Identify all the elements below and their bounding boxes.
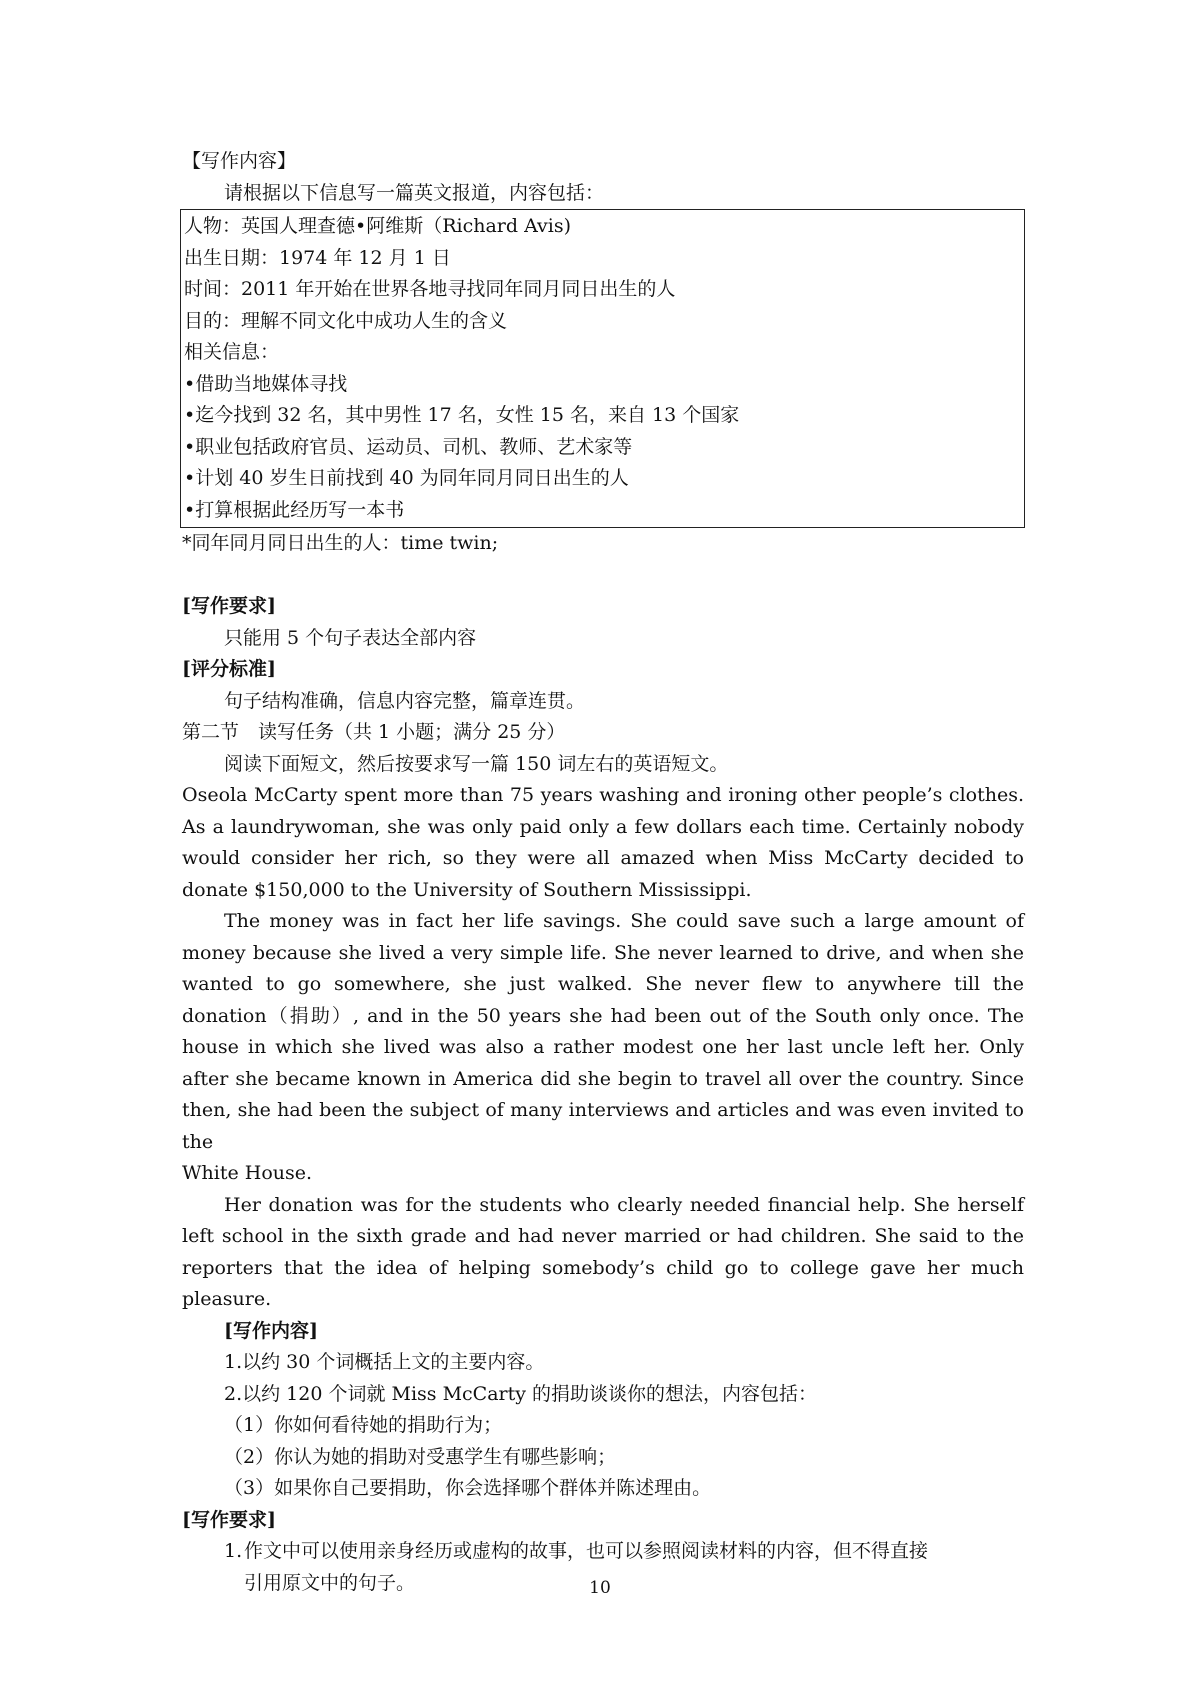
- passage-paragraph-1: Oseola McCarty spent more than 75 years washing and ironing other people’s clothes. As a laundrywoman, she was only paid only a few dollars each time. Certainly nobody would consider her rich, so they were all amazed when Miss McCarty decided to donate $150,000 to the University of Southern Mississippi.: [182, 784, 1024, 901]
- requirements-heading-2: [写作要求]: [182, 1508, 276, 1531]
- note: *同年同月同日出生的人：time twin;: [182, 532, 499, 554]
- info-line: 时间：2011 年开始在世界各地寻找同年同月同日出生的人: [184, 278, 676, 300]
- info-line: •打算根据此经历写一本书: [184, 498, 405, 521]
- writing-intro: 请根据以下信息写一篇英文报道，内容包括：: [224, 181, 605, 204]
- requirement-item-1-cont: 引用原文中的句子。: [244, 1571, 416, 1594]
- info-line: •迄今找到 32 名，其中男性 17 名，女性 15 名，来自 13 个国家: [184, 404, 740, 426]
- info-line: 人物：英国人理查德•阿维斯（Richard Avis): [184, 215, 572, 237]
- page-number: 10: [589, 1578, 611, 1598]
- content-item: （1）你如何看待她的捐助行为；: [224, 1414, 503, 1436]
- passage-paragraph-2-tail: White House.: [182, 1162, 313, 1184]
- info-line: •职业包括政府官员、运动员、司机、教师、艺术家等: [184, 435, 633, 458]
- info-line: •计划 40 岁生日前找到 40 为同年同月同日出生的人: [184, 467, 629, 489]
- requirement-item-number: 1.: [224, 1540, 243, 1562]
- writing-content-heading: 【写作内容】: [182, 150, 297, 172]
- info-line: 相关信息：: [184, 341, 280, 363]
- content-item: 2.以约 120 个词就 Miss McCarty 的捐助谈谈你的想法，内容包括：: [224, 1382, 818, 1405]
- scoring-heading: [评分标准]: [182, 658, 276, 680]
- requirements-heading: [写作要求]: [182, 595, 276, 617]
- section-instruction: 阅读下面短文，然后按要求写一篇 150 词左右的英语短文。: [224, 752, 729, 775]
- requirements-text: 只能用 5 个句子表达全部内容: [224, 626, 477, 649]
- section-title: 第二节 读写任务（共 1 小题；满分 25 分）: [182, 721, 566, 743]
- passage-paragraph-2: The money was in fact her life savings. She could save such a large amount of money because she lived a very simple life. She never learned to drive, and when she wanted to go somewhere, she just walked. She never flew to anywhere till the donation（捐助）, and in the 50 years she had been out of the South only once. The house in which she lived was also a rather modest one her last uncle left her. Only after she became known in America did she begin to travel all over the country. Since then, she had been the subject of many interviews and articles and was even invited to the: [182, 910, 1024, 1153]
- content-item: （3）如果你自己要捐助，你会选择哪个群体并陈述理由。: [224, 1477, 712, 1499]
- page-content: [182, 146, 1024, 1599]
- info-line: •借助当地媒体寻找: [184, 372, 348, 395]
- blank-line: [182, 560, 1024, 592]
- info-box: [180, 209, 1025, 528]
- requirement-item-text: 作文中可以使用亲身经历或虚构的故事，也可以参照阅读材料的内容，但不得直接: [244, 1540, 929, 1562]
- info-line: 出生日期：1974 年 12 月 1 日: [184, 246, 451, 269]
- content-item: 1.以约 30 个词概括上文的主要内容。: [224, 1351, 545, 1373]
- writing-content-heading-2: [写作内容]: [224, 1319, 318, 1342]
- content-item: （2）你认为她的捐助对受惠学生有哪些影响；: [224, 1445, 617, 1468]
- passage-paragraph-3: Her donation was for the students who clearly needed financial help. She herself left school in the sixth grade and had never married or had children. She said to the reporters that the idea of helping somebody’s child go to college gave her much pleasure.: [182, 1193, 1024, 1310]
- info-line: 目的：理解不同文化中成功人生的含义: [184, 309, 508, 332]
- requirement-item-1: [182, 1536, 1024, 1568]
- scoring-text: 句子结构准确，信息内容完整，篇章连贯。: [224, 689, 586, 712]
